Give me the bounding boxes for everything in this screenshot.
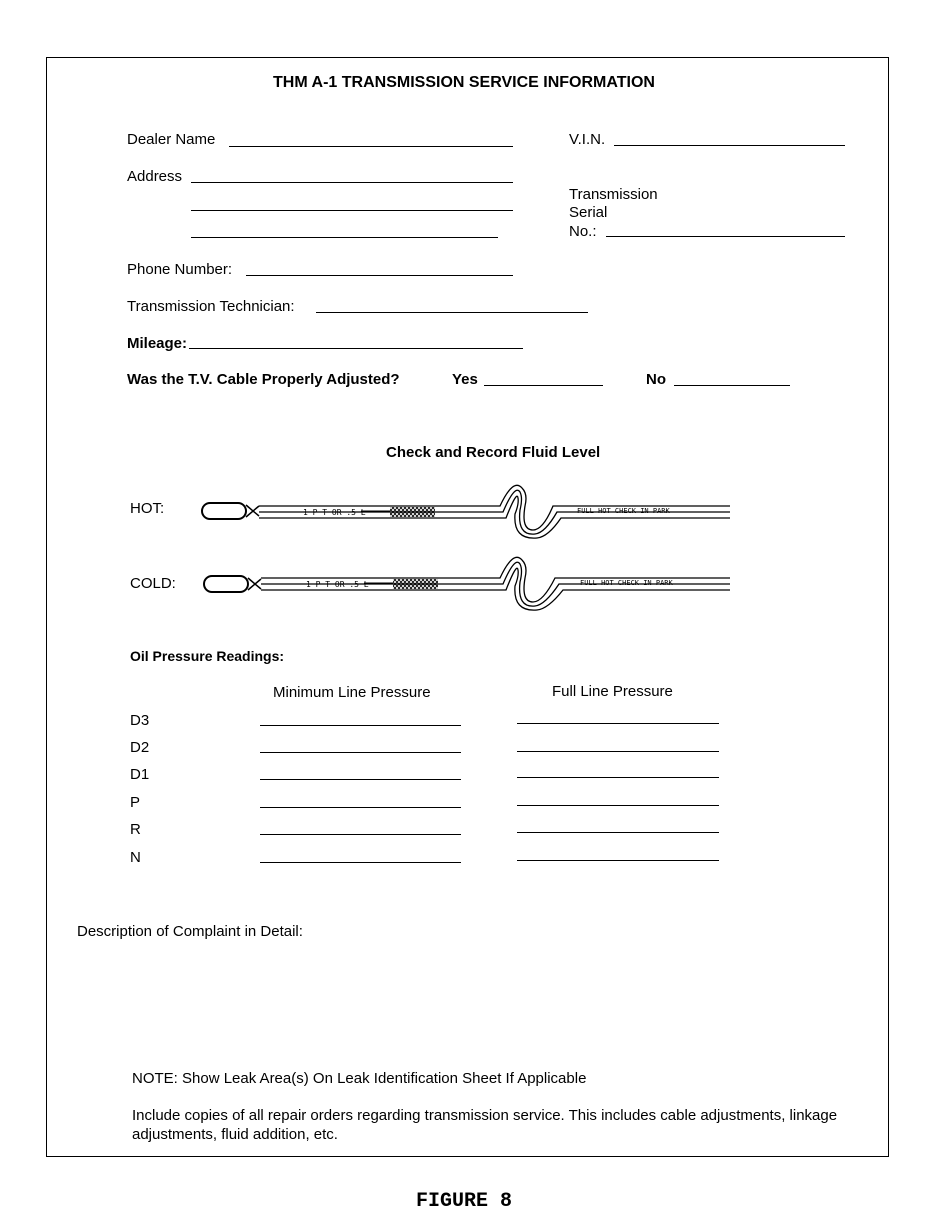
col-min-header: Minimum Line Pressure [273,684,431,701]
row-label-d1: D1 [130,766,150,783]
transmission-label: Transmission [569,186,658,203]
leak-note: NOTE: Show Leak Area(s) On Leak Identification Sheet If Applicable [132,1070,587,1087]
full-pressure-d2-field[interactable] [517,751,719,752]
row-label-d2: D2 [130,739,150,756]
min-pressure-d3-field[interactable] [260,725,461,726]
vin-field[interactable] [614,145,845,146]
technician-field[interactable] [316,312,588,313]
min-pressure-n-field[interactable] [260,862,461,863]
tv-cable-question: Was the T.V. Cable Properly Adjusted? [127,371,400,388]
serial-no-label: No.: [569,223,597,240]
dealer-name-field[interactable] [229,146,513,147]
oil-pressure-heading: Oil Pressure Readings: [130,648,285,664]
yes-field[interactable] [484,385,603,386]
row-label-n: N [130,849,141,866]
dipstick-cold-illustration [195,552,735,614]
technician-label: Transmission Technician: [127,298,295,315]
figure-caption: FIGURE 8 [415,1190,512,1213]
full-pressure-d3-field[interactable] [517,723,719,724]
phone-label: Phone Number: [127,261,233,278]
col-full-header: Full Line Pressure [552,683,673,700]
address-line-1[interactable] [191,182,513,183]
serial-label: Serial [569,204,608,221]
hot-stick-full: FULL HOT CHECK IN PARK [577,507,670,515]
cold-label: COLD: [130,575,176,592]
dipstick-hot-illustration [195,478,735,540]
phone-field[interactable] [246,275,513,276]
serial-no-field[interactable] [606,236,845,237]
mileage-field[interactable] [189,348,523,349]
include-copies-note: Include copies of all repair orders regarding transmission service. This includes cable adjustments, linkage adjustments, fluid addition, etc. [132,1107,838,1143]
full-pressure-r-field[interactable] [517,832,719,833]
form-title: THM A-1 TRANSMISSION SERVICE INFORMATION [273,74,655,91]
complaint-area[interactable] [77,945,867,1055]
dealer-name-label: Dealer Name [127,131,216,148]
row-label-p: P [130,794,141,811]
fluid-heading: Check and Record Fluid Level [386,444,601,461]
row-label-r: R [130,821,141,838]
row-label-d3: D3 [130,712,150,729]
min-pressure-d2-field[interactable] [260,752,461,753]
cold-stick-mark: 1 P T OR .5 L [306,580,369,589]
mileage-label: Mileage: [127,335,188,352]
address-label: Address [127,168,183,185]
min-pressure-p-field[interactable] [260,807,461,808]
address-line-2[interactable] [191,210,513,211]
full-pressure-p-field[interactable] [517,805,719,806]
no-option-label: No [646,371,666,388]
min-pressure-r-field[interactable] [260,834,461,835]
full-pressure-n-field[interactable] [517,860,719,861]
min-pressure-d1-field[interactable] [260,779,461,780]
hot-stick-mark: 1 P T OR .5 L [303,508,366,517]
yes-label: Yes [452,371,478,388]
vin-label: V.I.N. [569,131,606,148]
complaint-label: Description of Complaint in Detail: [77,923,303,940]
address-line-3[interactable] [191,237,498,238]
hot-label: HOT: [130,500,165,517]
no-field[interactable] [674,385,790,386]
cold-stick-full: FULL HOT CHECK IN PARK [580,579,673,587]
full-pressure-d1-field[interactable] [517,777,719,778]
